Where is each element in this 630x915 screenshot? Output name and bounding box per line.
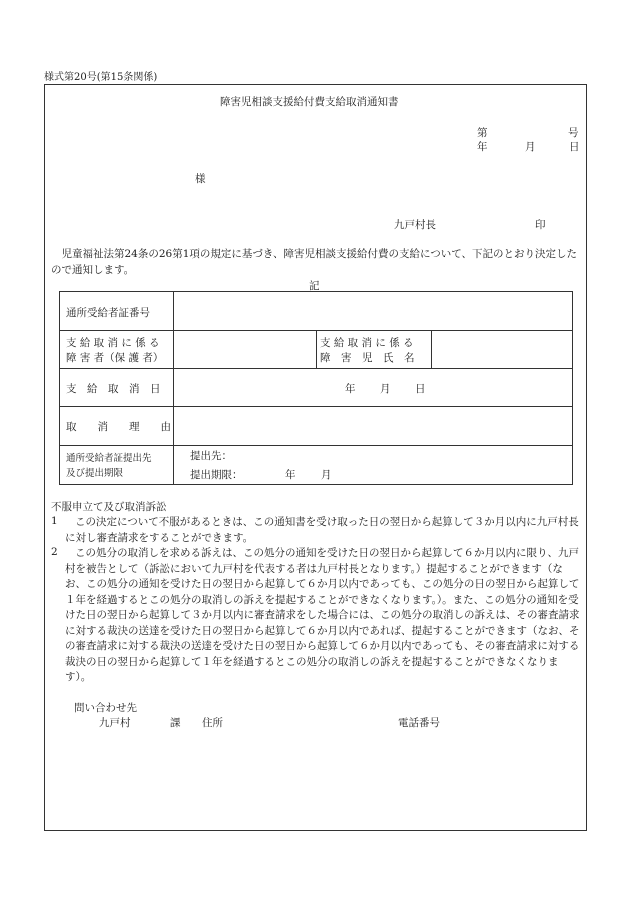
row-cancel-date-month: 月: [380, 383, 391, 395]
doc-number-go: 号: [568, 127, 579, 139]
contact-village: 九戸村: [99, 717, 131, 729]
issuer-name: 九戸村長: [394, 219, 436, 231]
appeal-heading: 不服申立て及び取消訴訟: [51, 501, 167, 513]
form-number: 様式第20号(第15条関係): [44, 72, 158, 83]
document-title: 障害児相談支援給付費支給取消通知書: [220, 96, 399, 108]
row-cancel-date-year: 年: [345, 383, 356, 395]
recipient-sama: 様: [195, 173, 206, 185]
appeal-item-2-number: 2: [51, 546, 58, 558]
contact-phone: 電話番号: [398, 717, 440, 729]
appeal-item-2-text: この処分の取消しを求める訴えは、この処分の通知を受けた日の翌日から起算して６か月以内に限り、九戸村を被告として（訴訟において九戸村を代表する者は九戸村長となります。）提起することができます（なお、この処分の通知を受けた日の翌日から起算して６か月以内であっても、この処分の日の翌日から起算して１年を経過するとこの処分の取消しの訴えを提起することができなくなります。）。また、この処分の通知を受けた日の翌日から起算して３か月以内に審査請求をした場合には、この処分の取消しの訴えは、その審査請求に対する裁決の送達を受けた日の翌日から起算して６か月以内であれば、提起することができます（なお、その審査請求に対する裁決の送達を受けた日の翌日から起算して６か月以内であっても、その審査請求に対する裁決の日の翌日から起算して１年を経過するとこの処分の取消しの訴えを提起することができなくなります）。: [65, 547, 580, 683]
row-guardian-label-2: 障 害 者（保 護 者）: [66, 352, 164, 364]
row-submission-label-2: 及び提出期限: [66, 468, 124, 479]
contact-heading: 問い合わせ先: [74, 702, 137, 714]
appeal-item-1-number: 1: [51, 515, 58, 527]
row-reason-label: 取 消 理 由: [66, 421, 171, 433]
row-guardian-label-1: 支 給 取 消 に 係 る: [66, 337, 160, 349]
date-year: 年: [477, 141, 488, 153]
date-day: 日: [569, 141, 580, 153]
table-row-divider: [59, 445, 573, 446]
contact-ka: 課: [170, 717, 181, 729]
appeal-item-1-text: この決定について不服があるときは、この通知書を受け取った日の翌日から起算して３か月以内に九戸村長に対し審査請求をすることができます。: [65, 516, 579, 544]
issuer-seal: 印: [535, 219, 546, 231]
table-col-divider: [316, 330, 317, 368]
row-child-name-label-2: 障 害 児 氏 名: [320, 352, 415, 364]
table-row-divider: [59, 406, 573, 407]
ki-heading: 記: [309, 280, 320, 292]
table-row-divider: [59, 368, 573, 369]
date-month: 月: [525, 141, 536, 153]
row-submission-destination: 提出先：: [190, 450, 232, 462]
row-cancel-date-day: 日: [415, 383, 426, 395]
row-child-name-label-1: 支 給 取 消 に 係 る: [320, 337, 414, 349]
body-text: 児童福祉法第24条の26第1項の規定に基づき、障害児相談支援給付費の支給について、下記のとおり決定したので通知します。: [51, 248, 578, 276]
row-certificate-number-label: 通所受給者証番号: [66, 307, 150, 319]
table-col-divider: [173, 291, 174, 485]
row-submission-year: 年: [285, 469, 296, 481]
row-cancel-date-label: 支 給 取 消 日: [66, 383, 161, 395]
row-submission-month: 月: [321, 469, 332, 481]
table-col-divider: [431, 330, 432, 368]
row-submission-deadline: 提出期限：: [190, 469, 243, 481]
row-submission-label-1: 通所受給者証提出先: [66, 453, 152, 464]
contact-address: 住所: [202, 717, 223, 729]
doc-number-dai: 第: [477, 127, 488, 139]
